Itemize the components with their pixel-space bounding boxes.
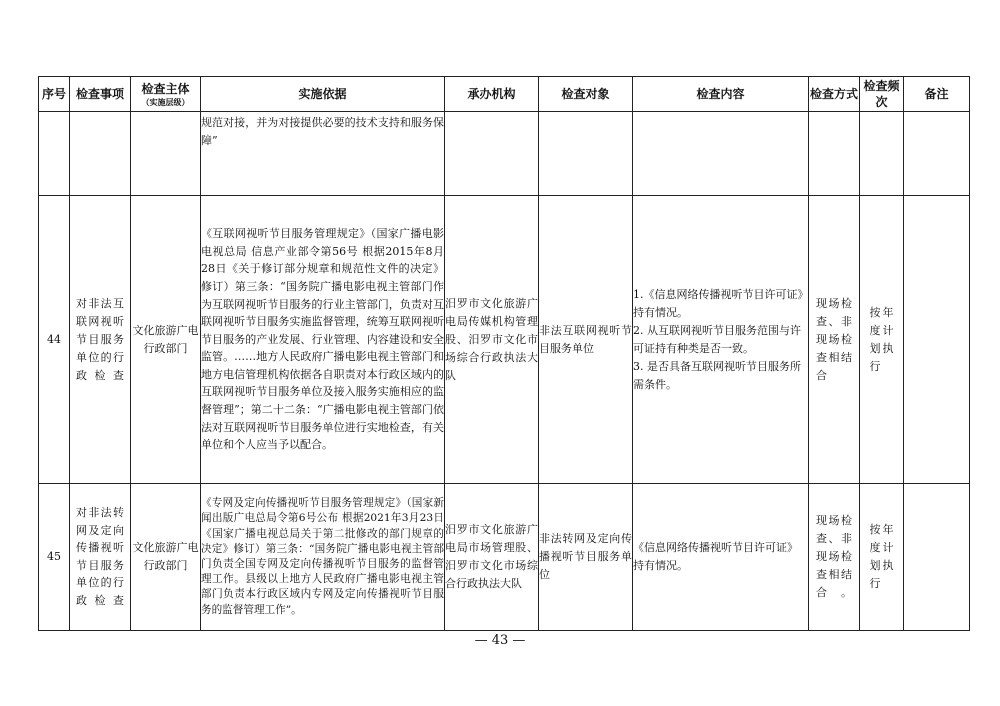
row-subject: 文化旅游广电行政部门 bbox=[131, 484, 201, 631]
row-method: 现场检查、非现场检查相结合。 bbox=[816, 514, 852, 599]
content-line: 3. 是否具备互联网视听节目服务所需条件。 bbox=[633, 359, 801, 391]
header-org: 承办机构 bbox=[445, 77, 539, 112]
table-row bbox=[39, 196, 970, 484]
row-object: 非法转网及定向传播视听节目服务单位 bbox=[539, 484, 633, 631]
row-remark bbox=[904, 196, 970, 484]
header-remark: 备注 bbox=[904, 77, 970, 112]
content-line: 《信息网络传播视听节目许可证》持有情况。 bbox=[633, 541, 798, 572]
row-seq: 44 bbox=[39, 196, 70, 484]
inspection-table bbox=[38, 76, 970, 631]
row-method: 现场检查、非现场检查相结合 bbox=[816, 296, 852, 382]
continuation-row bbox=[39, 112, 970, 196]
row-item: 对非法转网及定向传播视听节目服务单位的行政检查 bbox=[76, 506, 124, 607]
page-number: — 43 — bbox=[474, 633, 526, 648]
header-row bbox=[39, 77, 970, 112]
header-subject-sub: （实施层级） bbox=[141, 97, 190, 107]
header-object: 检查对象 bbox=[539, 77, 633, 112]
row-remark bbox=[904, 484, 970, 631]
row-item: 对非法互联网视听节目服务单位的行政检查 bbox=[76, 296, 124, 382]
row-subject: 文化旅游广电行政部门 bbox=[131, 196, 201, 484]
row-content bbox=[633, 196, 809, 484]
row-seq: 45 bbox=[39, 484, 70, 631]
row-org: 汨罗市文化旅游广电局市场管理股、汨罗市文化市场综合行政执法大队 bbox=[445, 484, 539, 631]
header-basis: 实施依据 bbox=[201, 77, 445, 112]
row-content bbox=[633, 484, 809, 631]
row-freq: 按年度计划执行 bbox=[869, 523, 894, 590]
header-method: 检查方式 bbox=[809, 77, 860, 112]
row-freq: 按年度计划执行 bbox=[869, 305, 894, 373]
header-freq: 检查频次 bbox=[860, 77, 904, 112]
content-line: 1.《信息网络传播视听节目许可证》持有情况。 bbox=[633, 287, 803, 319]
table-row bbox=[39, 484, 970, 631]
header-item: 检查事项 bbox=[70, 77, 131, 112]
content-line: 2. 从互联网视听节目服务范围与许可证持有种类是否一致。 bbox=[633, 323, 801, 355]
row-basis: 《专网及定向传播视听节目服务管理规定》（国家新闻出版广电总局令第6号公布 根据2021年3月23日《国家广播电视总局关于第二批修改的部门规章的决定》修订）第三条：“国务院广播电影电视主管部门负责全国专网及定向传播视听节目服务的监督管理工作。县级以上地方人民政府广播电影电视主管部门负责本行政区域内专网及定向传播视听节目服务的监督管理工作”。 bbox=[201, 484, 445, 631]
header-subject-label: 检查主体 bbox=[141, 82, 190, 96]
row-object: 非法互联网视听节目服务单位 bbox=[539, 196, 633, 484]
header-subject bbox=[131, 77, 201, 112]
header-seq: 序号 bbox=[39, 77, 70, 112]
row-org: 汨罗市文化旅游广电局传媒机构管理股、汨罗市文化市场综合行政执法大队 bbox=[445, 196, 539, 484]
row-basis: 《互联网视听节目服务管理规定》（国家广播电影电视总局 信息产业部令第56号 根据2015年8月28日《关于修订部分规章和规范性文件的决定》修订）第三条：“国务院广播电影电视主管部门作为互联网视听节目服务的行业主管部门，负责对互联网视听节目服务实施监督管理，统筹互联网视听节目服务的产业发展、行业管理、内容建设和安全监管。……地方人民政府广播电影电视主管部门和地方电信管理机构依据各自职责对本行政区域内的互联网视听节目服务单位及接入服务实施相应的监督管理”；第二十二条：“广播电影电视主管部门依法对互联网视听节目服务单位进行实地检查，有关单位和个人应当予以配合。 bbox=[201, 196, 445, 484]
continuation-basis: 规范对接，并为对接提供必要的技术支持和服务保障” bbox=[201, 112, 445, 196]
header-content: 检查内容 bbox=[633, 77, 809, 112]
